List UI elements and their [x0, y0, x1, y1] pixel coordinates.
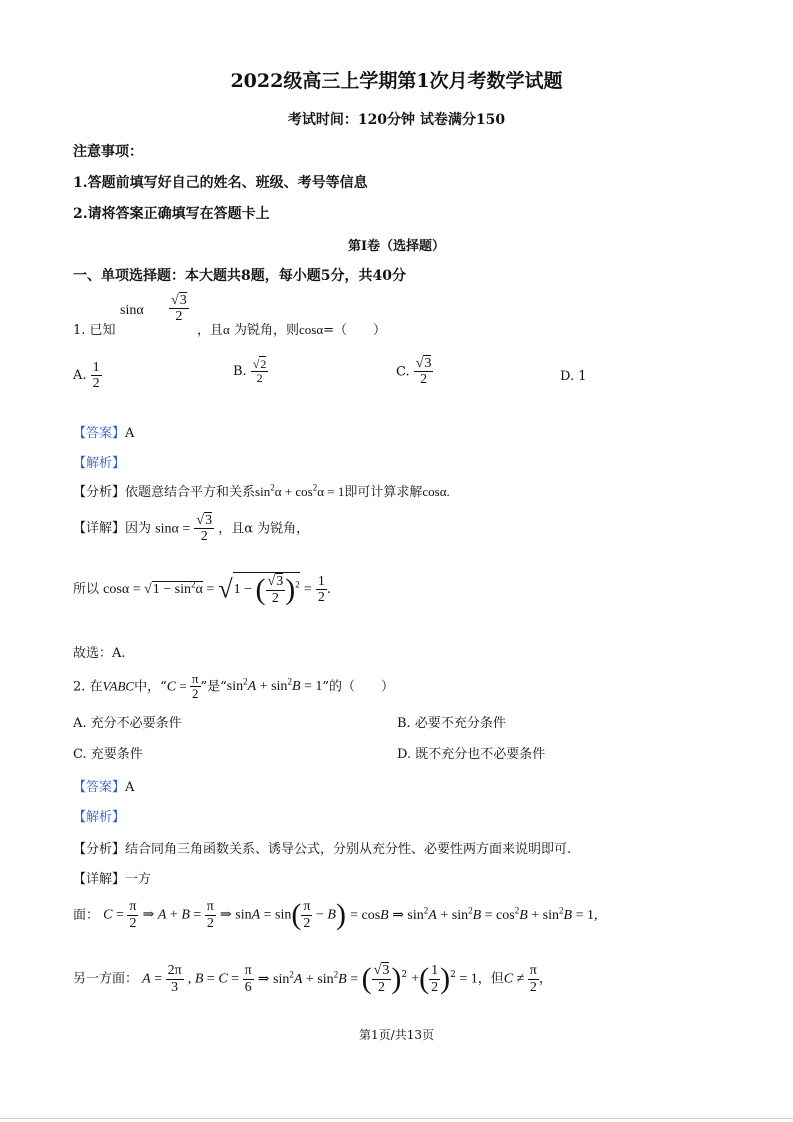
- q1-fraction: $\frac{√3}{2}$: [171, 293, 187, 325]
- q2-option-d: D. 既不充分也不必要条件: [397, 747, 546, 762]
- question-2: 2. 在VABC中，“C = $\frac{\pi}{2}$ ”是“$\sin^2A + \sin^2B = 1$”的（ ）: [73, 671, 395, 702]
- q2-detail: 【详解】一方: [73, 872, 152, 887]
- section-title: 一、单项选择题：本大题共8题，每小题5分，共40分: [73, 268, 406, 284]
- notice-item: 2.请将答案正确填写在答题卡上: [73, 206, 270, 222]
- q2-step-1: 面： C = $\frac{\pi}{2}$ ⇒ A + B = $\frac{\pi}{2}$ ⇒ sinA = sin( $\frac{\pi}{2}$ − B) = cosB ⇒ $\sin^2A + \sin^2B = \cos^2B + \sin^2B = 1$,: [73, 898, 598, 931]
- q2-answer: 【答案】A: [73, 780, 135, 795]
- q2-fenxi: 【分析】结合同角三角函数关系、诱导公式，分别从充分性、必要性两方面来说明即可.: [73, 842, 572, 857]
- q1-option-a: A. $\frac{1}{2}$: [73, 360, 100, 392]
- q1-answer: 【答案】A: [73, 426, 135, 441]
- page-bottom-divider: [0, 1118, 793, 1119]
- q1-option-b: B. $\frac{√2}{2}$: [233, 357, 267, 386]
- q1-choice: 故选：A.: [73, 646, 126, 661]
- q1-derivation: 所以 $\cos\alpha = √1 - \sin^2\alpha = √1$ − ( $\frac{√3}{2}$ )$^2$ = $\frac{1}{2}$ .: [73, 573, 332, 606]
- q1-sin-alpha: sinα: [120, 303, 144, 318]
- question-1: [73, 293, 387, 338]
- notice-item: 1.答题前填写好自己的姓名、班级、考号等信息: [73, 175, 368, 191]
- q1-option-c: C. $\frac{√3}{2}$: [396, 356, 432, 388]
- q1-option-d: D. 1: [560, 369, 587, 384]
- notice-heading: 注意事项：: [73, 144, 143, 160]
- q1-analysis-tag: 【解析】: [73, 456, 126, 471]
- q1-detail: 【详解】因为 sinα = $\frac{√3}{2}$ ，且α 为锐角，: [73, 513, 310, 545]
- q1-prefix: 1. 已知: [73, 323, 116, 338]
- exam-info: 考试时间：120分钟 试卷满分150: [287, 112, 506, 128]
- page-title: 2022级高三上学期第1次月考数学试题: [230, 70, 563, 92]
- part-title: 第I卷（选择题）: [347, 239, 446, 254]
- q2-option-c: C. 充要条件: [73, 747, 143, 762]
- q2-step-2: 另一方面： A = $\frac{2\pi}{3}$ , B = C = $\frac{\pi}{6}$ ⇒ $\sin^2A + \sin^2B$ = ( $\frac{√3}{2}$ )$^2$ +( $\frac{1}{2}$ )$^2$ = 1，但C ≠ $\frac{\pi}{2}$ ，: [73, 962, 552, 995]
- q1-fenxi: 【分析】依题意结合平方和关系$\sin^2\alpha + \cos^2\alpha = 1$即可计算求解cosα.: [73, 482, 450, 500]
- q2-analysis-tag: 【解析】: [73, 810, 126, 825]
- q2-option-b: B. 必要不充分条件: [397, 716, 506, 731]
- page-footer: 第1页/共13页: [359, 1028, 434, 1042]
- q1-condition: ，且α 为锐角，则cosα=（ ）: [197, 322, 387, 338]
- q2-option-a: A. 充分不必要条件: [73, 716, 182, 731]
